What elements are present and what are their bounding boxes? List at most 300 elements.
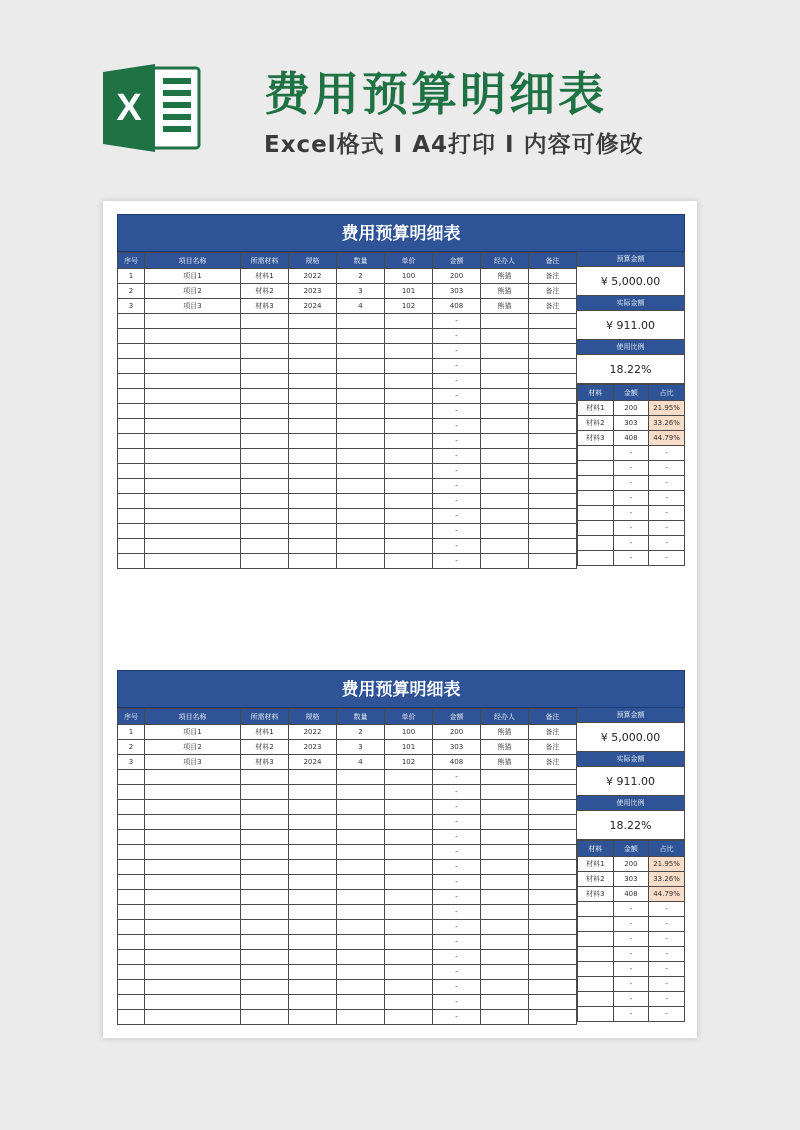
breakdown-cell[interactable]: - (613, 917, 649, 932)
table-cell[interactable] (385, 494, 433, 509)
table-cell[interactable] (481, 494, 529, 509)
table-cell[interactable]: 303 (433, 284, 481, 299)
breakdown-cell[interactable] (578, 521, 614, 536)
table-cell[interactable] (118, 539, 145, 554)
breakdown-cell[interactable]: - (649, 902, 685, 917)
table-cell[interactable] (337, 419, 385, 434)
table-cell[interactable]: - (433, 404, 481, 419)
breakdown-cell[interactable]: - (613, 476, 649, 491)
table-cell[interactable] (241, 464, 289, 479)
table-cell[interactable]: 材料2 (241, 740, 289, 755)
table-cell[interactable]: - (433, 875, 481, 890)
table-cell[interactable] (118, 359, 145, 374)
table-cell[interactable] (145, 539, 241, 554)
table-cell[interactable] (118, 815, 145, 830)
breakdown-cell[interactable] (578, 1007, 614, 1022)
table-cell[interactable] (337, 374, 385, 389)
table-cell[interactable] (481, 785, 529, 800)
table-cell[interactable] (529, 524, 577, 539)
table-cell[interactable] (289, 329, 337, 344)
breakdown-cell[interactable] (578, 506, 614, 521)
table-cell[interactable] (337, 509, 385, 524)
table-cell[interactable] (145, 770, 241, 785)
table-cell[interactable] (241, 509, 289, 524)
table-cell[interactable] (118, 329, 145, 344)
breakdown-cell[interactable]: - (613, 932, 649, 947)
table-cell[interactable] (241, 770, 289, 785)
table-cell[interactable] (385, 554, 433, 569)
breakdown-cell[interactable]: - (613, 977, 649, 992)
table-cell[interactable] (289, 404, 337, 419)
breakdown-cell[interactable]: - (613, 521, 649, 536)
table-cell[interactable] (385, 770, 433, 785)
table-cell[interactable] (529, 875, 577, 890)
table-cell[interactable] (337, 890, 385, 905)
table-cell[interactable] (241, 875, 289, 890)
table-cell[interactable] (337, 950, 385, 965)
table-cell[interactable] (529, 920, 577, 935)
table-cell[interactable] (145, 554, 241, 569)
table-cell[interactable] (289, 785, 337, 800)
breakdown-cell[interactable]: 材料3 (578, 887, 614, 902)
table-cell[interactable] (145, 815, 241, 830)
table-cell[interactable]: - (433, 539, 481, 554)
table-cell[interactable] (241, 830, 289, 845)
table-cell[interactable] (481, 404, 529, 419)
table-cell[interactable]: 3 (118, 299, 145, 314)
table-cell[interactable]: 102 (385, 755, 433, 770)
table-cell[interactable] (289, 905, 337, 920)
table-cell[interactable]: 熊猫 (481, 755, 529, 770)
breakdown-cell[interactable]: - (613, 461, 649, 476)
table-cell[interactable]: - (433, 509, 481, 524)
table-cell[interactable] (289, 800, 337, 815)
table-cell[interactable] (529, 980, 577, 995)
table-cell[interactable] (529, 539, 577, 554)
breakdown-cell[interactable]: - (649, 977, 685, 992)
table-cell[interactable] (385, 374, 433, 389)
table-cell[interactable] (337, 524, 385, 539)
table-cell[interactable] (481, 314, 529, 329)
table-cell[interactable] (118, 890, 145, 905)
table-cell[interactable] (145, 329, 241, 344)
table-cell[interactable] (241, 965, 289, 980)
table-cell[interactable]: 2022 (289, 725, 337, 740)
table-cell[interactable] (529, 950, 577, 965)
table-cell[interactable] (241, 374, 289, 389)
table-cell[interactable] (481, 509, 529, 524)
table-cell[interactable]: 材料1 (241, 725, 289, 740)
table-cell[interactable]: 材料3 (241, 755, 289, 770)
table-cell[interactable]: - (433, 950, 481, 965)
table-cell[interactable]: 2023 (289, 740, 337, 755)
table-cell[interactable]: 熊猫 (481, 269, 529, 284)
table-cell[interactable] (145, 374, 241, 389)
table-cell[interactable]: - (433, 494, 481, 509)
table-cell[interactable] (241, 860, 289, 875)
table-cell[interactable] (529, 554, 577, 569)
table-cell[interactable] (385, 389, 433, 404)
table-cell[interactable] (385, 845, 433, 860)
table-cell[interactable] (289, 935, 337, 950)
table-cell[interactable]: 2022 (289, 269, 337, 284)
table-cell[interactable] (118, 800, 145, 815)
table-cell[interactable] (529, 404, 577, 419)
table-cell[interactable] (289, 830, 337, 845)
table-cell[interactable] (145, 875, 241, 890)
table-cell[interactable] (481, 815, 529, 830)
table-cell[interactable] (118, 509, 145, 524)
table-cell[interactable] (289, 875, 337, 890)
table-cell[interactable] (481, 344, 529, 359)
table-cell[interactable] (529, 494, 577, 509)
table-cell[interactable]: 备注 (529, 269, 577, 284)
table-cell[interactable] (529, 785, 577, 800)
table-cell[interactable]: 2 (337, 725, 385, 740)
table-cell[interactable] (529, 815, 577, 830)
table-cell[interactable] (337, 770, 385, 785)
breakdown-cell[interactable]: 200 (613, 857, 649, 872)
table-cell[interactable]: 备注 (529, 755, 577, 770)
table-cell[interactable] (481, 449, 529, 464)
table-cell[interactable]: 熊猫 (481, 725, 529, 740)
table-cell[interactable] (337, 449, 385, 464)
table-cell[interactable] (241, 800, 289, 815)
table-cell[interactable]: 项目1 (145, 269, 241, 284)
table-cell[interactable] (145, 509, 241, 524)
table-cell[interactable] (145, 479, 241, 494)
breakdown-cell[interactable]: 303 (613, 872, 649, 887)
table-cell[interactable] (289, 980, 337, 995)
table-cell[interactable] (145, 344, 241, 359)
breakdown-cell[interactable] (578, 461, 614, 476)
table-cell[interactable] (529, 329, 577, 344)
breakdown-cell[interactable]: - (649, 947, 685, 962)
breakdown-cell[interactable]: - (649, 932, 685, 947)
table-cell[interactable] (337, 935, 385, 950)
table-cell[interactable]: 备注 (529, 284, 577, 299)
table-cell[interactable]: - (433, 1010, 481, 1025)
table-cell[interactable] (118, 449, 145, 464)
table-cell[interactable] (337, 479, 385, 494)
table-cell[interactable] (145, 524, 241, 539)
table-cell[interactable] (529, 965, 577, 980)
table-cell[interactable] (337, 434, 385, 449)
table-cell[interactable] (385, 404, 433, 419)
table-cell[interactable] (337, 344, 385, 359)
table-cell[interactable] (529, 935, 577, 950)
table-cell[interactable]: 熊猫 (481, 740, 529, 755)
table-cell[interactable] (481, 464, 529, 479)
breakdown-cell[interactable]: 408 (613, 431, 649, 446)
table-cell[interactable] (289, 314, 337, 329)
table-cell[interactable] (241, 845, 289, 860)
table-cell[interactable] (385, 935, 433, 950)
table-cell[interactable]: - (433, 935, 481, 950)
breakdown-cell[interactable] (578, 962, 614, 977)
table-cell[interactable] (481, 980, 529, 995)
table-cell[interactable]: - (433, 995, 481, 1010)
table-cell[interactable] (241, 950, 289, 965)
breakdown-cell[interactable]: - (613, 446, 649, 461)
table-cell[interactable]: 4 (337, 299, 385, 314)
table-cell[interactable]: - (433, 374, 481, 389)
table-cell[interactable]: - (433, 815, 481, 830)
table-cell[interactable] (145, 449, 241, 464)
table-cell[interactable] (241, 479, 289, 494)
table-cell[interactable] (481, 419, 529, 434)
table-cell[interactable] (241, 1010, 289, 1025)
table-cell[interactable] (529, 860, 577, 875)
table-cell[interactable]: 3 (337, 740, 385, 755)
table-cell[interactable]: 3 (118, 755, 145, 770)
table-cell[interactable]: 1 (118, 269, 145, 284)
table-cell[interactable] (529, 359, 577, 374)
table-cell[interactable] (241, 314, 289, 329)
table-cell[interactable]: 熊猫 (481, 284, 529, 299)
table-cell[interactable]: - (433, 449, 481, 464)
table-cell[interactable] (385, 995, 433, 1010)
table-cell[interactable] (337, 860, 385, 875)
breakdown-cell[interactable]: - (613, 551, 649, 566)
table-cell[interactable] (385, 509, 433, 524)
table-cell[interactable] (529, 314, 577, 329)
table-cell[interactable] (241, 905, 289, 920)
table-cell[interactable] (385, 419, 433, 434)
table-cell[interactable] (118, 524, 145, 539)
table-cell[interactable] (481, 524, 529, 539)
table-cell[interactable] (529, 389, 577, 404)
table-cell[interactable] (118, 770, 145, 785)
breakdown-cell[interactable]: 材料2 (578, 872, 614, 887)
table-cell[interactable] (145, 905, 241, 920)
breakdown-cell[interactable]: - (649, 917, 685, 932)
table-cell[interactable] (529, 995, 577, 1010)
table-cell[interactable] (481, 374, 529, 389)
table-cell[interactable]: 3 (337, 284, 385, 299)
breakdown-cell[interactable]: 44.79% (649, 431, 685, 446)
table-cell[interactable] (337, 965, 385, 980)
breakdown-cell[interactable]: - (613, 902, 649, 917)
table-cell[interactable] (145, 830, 241, 845)
breakdown-cell[interactable] (578, 947, 614, 962)
table-cell[interactable] (241, 920, 289, 935)
table-cell[interactable] (529, 770, 577, 785)
table-cell[interactable] (145, 980, 241, 995)
table-cell[interactable] (529, 890, 577, 905)
table-cell[interactable]: 200 (433, 725, 481, 740)
table-cell[interactable] (481, 539, 529, 554)
table-cell[interactable]: 1 (118, 725, 145, 740)
table-cell[interactable]: 熊猫 (481, 299, 529, 314)
table-cell[interactable] (145, 935, 241, 950)
table-cell[interactable] (118, 950, 145, 965)
table-cell[interactable]: 2 (118, 740, 145, 755)
table-cell[interactable] (145, 995, 241, 1010)
table-cell[interactable]: - (433, 860, 481, 875)
breakdown-cell[interactable] (578, 917, 614, 932)
table-cell[interactable] (289, 539, 337, 554)
breakdown-cell[interactable] (578, 977, 614, 992)
table-cell[interactable] (337, 785, 385, 800)
table-cell[interactable] (241, 995, 289, 1010)
table-cell[interactable] (118, 389, 145, 404)
table-cell[interactable] (289, 464, 337, 479)
table-cell[interactable] (481, 770, 529, 785)
table-cell[interactable] (145, 419, 241, 434)
breakdown-cell[interactable]: - (649, 461, 685, 476)
table-cell[interactable] (118, 785, 145, 800)
breakdown-cell[interactable] (578, 551, 614, 566)
table-cell[interactable] (337, 845, 385, 860)
table-cell[interactable]: - (433, 464, 481, 479)
table-cell[interactable] (118, 860, 145, 875)
table-cell[interactable] (529, 419, 577, 434)
table-cell[interactable]: 2 (337, 269, 385, 284)
table-cell[interactable]: 备注 (529, 740, 577, 755)
table-cell[interactable] (241, 434, 289, 449)
table-cell[interactable] (481, 890, 529, 905)
table-cell[interactable] (118, 494, 145, 509)
table-cell[interactable] (481, 554, 529, 569)
breakdown-cell[interactable]: 材料3 (578, 431, 614, 446)
table-cell[interactable] (241, 980, 289, 995)
table-cell[interactable]: 材料1 (241, 269, 289, 284)
table-cell[interactable]: 项目2 (145, 284, 241, 299)
table-cell[interactable] (529, 479, 577, 494)
table-cell[interactable] (118, 965, 145, 980)
table-cell[interactable]: 项目2 (145, 740, 241, 755)
table-cell[interactable] (385, 950, 433, 965)
table-cell[interactable] (385, 434, 433, 449)
breakdown-cell[interactable]: - (649, 536, 685, 551)
table-cell[interactable]: - (433, 980, 481, 995)
breakdown-cell[interactable]: 21.95% (649, 857, 685, 872)
table-cell[interactable] (118, 875, 145, 890)
table-cell[interactable] (481, 920, 529, 935)
table-cell[interactable] (145, 389, 241, 404)
table-cell[interactable] (118, 344, 145, 359)
table-cell[interactable]: - (433, 524, 481, 539)
table-cell[interactable] (481, 830, 529, 845)
table-cell[interactable] (145, 359, 241, 374)
table-cell[interactable] (145, 965, 241, 980)
table-cell[interactable] (241, 539, 289, 554)
table-cell[interactable] (481, 935, 529, 950)
table-cell[interactable]: 2 (118, 284, 145, 299)
breakdown-cell[interactable]: - (649, 476, 685, 491)
table-cell[interactable]: - (433, 890, 481, 905)
table-cell[interactable] (529, 845, 577, 860)
table-cell[interactable] (241, 890, 289, 905)
table-cell[interactable] (385, 479, 433, 494)
breakdown-cell[interactable]: - (613, 992, 649, 1007)
table-cell[interactable] (337, 875, 385, 890)
table-cell[interactable] (481, 875, 529, 890)
breakdown-cell[interactable]: - (613, 536, 649, 551)
table-cell[interactable] (481, 479, 529, 494)
breakdown-cell[interactable]: - (613, 491, 649, 506)
table-cell[interactable] (385, 830, 433, 845)
table-cell[interactable] (145, 920, 241, 935)
table-cell[interactable]: 2024 (289, 299, 337, 314)
table-cell[interactable] (529, 374, 577, 389)
table-cell[interactable] (481, 389, 529, 404)
table-cell[interactable] (481, 950, 529, 965)
table-cell[interactable] (481, 359, 529, 374)
breakdown-cell[interactable]: 33.26% (649, 416, 685, 431)
table-cell[interactable] (241, 524, 289, 539)
table-cell[interactable] (481, 965, 529, 980)
table-cell[interactable] (337, 359, 385, 374)
table-cell[interactable] (241, 935, 289, 950)
table-cell[interactable] (118, 845, 145, 860)
breakdown-cell[interactable]: - (613, 506, 649, 521)
table-cell[interactable] (118, 980, 145, 995)
table-cell[interactable] (118, 419, 145, 434)
table-cell[interactable] (145, 1010, 241, 1025)
table-cell[interactable] (289, 449, 337, 464)
table-cell[interactable] (289, 950, 337, 965)
breakdown-cell[interactable] (578, 491, 614, 506)
table-cell[interactable] (385, 905, 433, 920)
table-cell[interactable] (481, 905, 529, 920)
table-cell[interactable] (529, 434, 577, 449)
table-cell[interactable]: - (433, 830, 481, 845)
table-cell[interactable] (289, 344, 337, 359)
table-cell[interactable] (481, 845, 529, 860)
breakdown-cell[interactable]: 材料2 (578, 416, 614, 431)
table-cell[interactable] (241, 344, 289, 359)
table-cell[interactable] (241, 389, 289, 404)
breakdown-cell[interactable] (578, 476, 614, 491)
table-cell[interactable]: 100 (385, 269, 433, 284)
table-cell[interactable] (289, 524, 337, 539)
table-cell[interactable] (241, 419, 289, 434)
table-cell[interactable]: 项目3 (145, 755, 241, 770)
table-cell[interactable]: - (433, 800, 481, 815)
table-cell[interactable]: - (433, 314, 481, 329)
breakdown-cell[interactable]: - (613, 947, 649, 962)
breakdown-cell[interactable]: - (613, 1007, 649, 1022)
table-cell[interactable] (481, 329, 529, 344)
table-cell[interactable] (337, 1010, 385, 1025)
breakdown-cell[interactable]: - (613, 962, 649, 977)
table-cell[interactable] (529, 449, 577, 464)
table-cell[interactable] (385, 980, 433, 995)
table-cell[interactable]: 项目1 (145, 725, 241, 740)
table-cell[interactable] (241, 494, 289, 509)
table-cell[interactable] (529, 344, 577, 359)
table-cell[interactable]: - (433, 770, 481, 785)
table-cell[interactable] (118, 830, 145, 845)
breakdown-cell[interactable]: 21.95% (649, 401, 685, 416)
breakdown-cell[interactable]: - (649, 992, 685, 1007)
table-cell[interactable] (385, 920, 433, 935)
table-cell[interactable] (337, 329, 385, 344)
table-cell[interactable]: - (433, 344, 481, 359)
table-cell[interactable] (145, 434, 241, 449)
table-cell[interactable]: 备注 (529, 299, 577, 314)
table-cell[interactable] (481, 995, 529, 1010)
table-cell[interactable] (118, 995, 145, 1010)
table-cell[interactable] (337, 539, 385, 554)
table-cell[interactable]: 材料2 (241, 284, 289, 299)
table-cell[interactable] (289, 845, 337, 860)
table-cell[interactable] (289, 995, 337, 1010)
table-cell[interactable] (385, 539, 433, 554)
breakdown-cell[interactable]: - (649, 491, 685, 506)
